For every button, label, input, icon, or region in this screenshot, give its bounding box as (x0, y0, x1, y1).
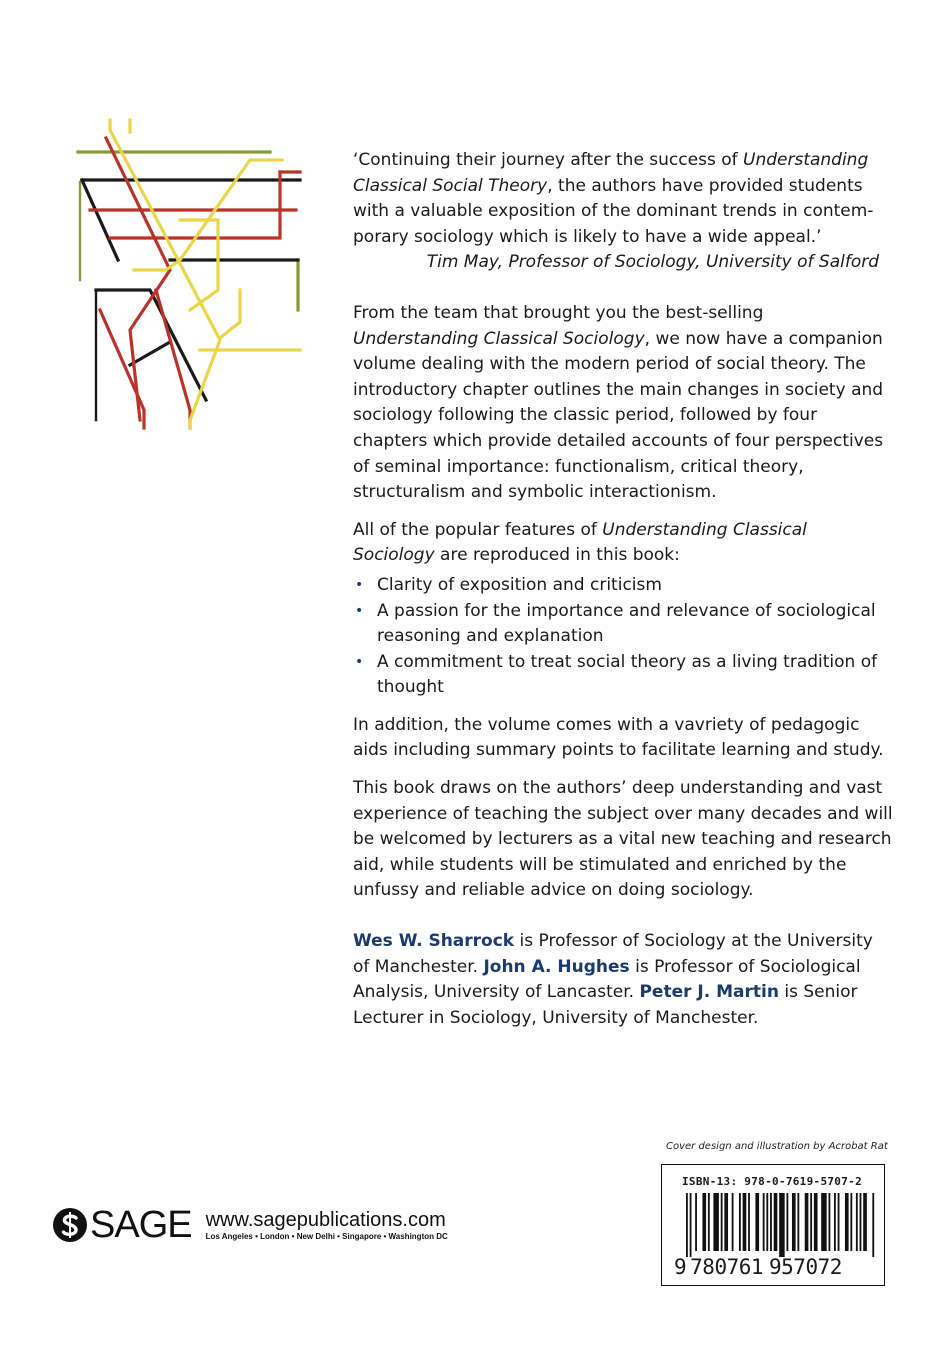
barcode-bar (763, 1193, 765, 1251)
barcode-bar (702, 1193, 706, 1251)
barcode-bar (721, 1193, 723, 1251)
quote-attribution: Tim May, Professor of Sociology, University of Salford (426, 252, 879, 273)
barcode-bar (766, 1193, 768, 1251)
bullet-icon: • (355, 602, 364, 619)
list-item: • A passion for the importance and relevance of sociological reasoning and explanation (355, 600, 876, 647)
list-item: • A commitment to treat social theory as a living tradition of thought (355, 651, 878, 698)
art-line-yellow-5 (220, 290, 240, 338)
barcode-digits: 9 780761 957072 (674, 1255, 842, 1279)
barcode-bar (805, 1193, 809, 1251)
barcode-bar (770, 1193, 772, 1251)
publisher-site (206, 1209, 448, 1242)
art-line-yellow-1 (110, 120, 220, 428)
experience-paragraph: This book draws on the authors’ deep understanding and vast experience of teaching the subject over many decades and will be welcomed by lecturers as a vital new teaching and research aid, while students will be stimulated and enriched by the unfussy and reliable advice on doing sociology. (353, 778, 893, 901)
barcode-bar (713, 1193, 718, 1251)
barcode-bar (695, 1193, 697, 1251)
isbn-label: ISBN-13: 978-0-7619-5707-2 (682, 1175, 862, 1188)
bullet-icon: • (355, 576, 364, 593)
barcode-bar (724, 1193, 728, 1251)
barcode-bar (810, 1193, 812, 1251)
barcode-bar (845, 1193, 849, 1251)
back-cover-text (353, 148, 893, 1031)
sage-s-icon (52, 1207, 88, 1243)
barcode-bar (829, 1193, 831, 1251)
intro-paragraph: From the team that brought you the best-selling Understanding Classical Sociology, we now have a companion volume dealing with the modern period of social theory. The introductory chapter outlines the main changes in society and sociology following the classic period, followed by four chapters which provide detailed accounts of four perspectives of seminal importance: functionalism, critical theory, structuralism and symbolic interactionism. (353, 302, 884, 503)
art-line-black-4 (96, 290, 206, 400)
barcode-bar (860, 1193, 862, 1251)
barcode-bar (708, 1193, 710, 1251)
barcode-bar (792, 1193, 796, 1251)
intro-book-title: Understanding Classical Sociology (353, 328, 645, 349)
barcode-bar (743, 1193, 747, 1251)
barcode-bar (739, 1193, 741, 1251)
quote-book-title: Understanding Classical Social Theory (353, 150, 869, 196)
review-quote: ‘Continuing their journey after the success of Understanding Classical Social Theory, the authors have provided students with a valuable exposition of the dominant trends in contem-porary sociology which is likely to have a wide appeal.’ (353, 150, 874, 247)
barcode-bar (774, 1193, 778, 1251)
barcode-bar (838, 1193, 840, 1251)
barcode-bar (690, 1193, 692, 1257)
features-intro: All of the popular features of Understanding Classical Sociology are reproduced in this book: (353, 519, 807, 566)
barcode-bar (686, 1193, 688, 1257)
barcode-bar (834, 1193, 836, 1251)
addition-paragraph: In addition, the volume comes with a vavriety of pedagogic aids including summary points to facilitate learning and study. (353, 714, 884, 761)
bullet-icon: • (355, 653, 364, 670)
list-item: • Clarity of exposition and criticism (353, 573, 893, 599)
publisher-cities: Los Angeles • London • New Delhi • Singapore • Washington DC (205, 1231, 448, 1241)
barcode-bars (686, 1193, 876, 1257)
author-bios: Wes W. Sharrock is Professor of Sociology at the University of Manchester. John A. Hughes is Professor of Sociological Analysis, University of Lancaster. Peter J. Martin is Senior Lecturer in Sociology, University of Manchester. (353, 931, 873, 1028)
barcode-bar (755, 1193, 759, 1251)
cover-illustration (70, 110, 310, 430)
art-line-black-1 (82, 180, 118, 260)
barcode-bar (748, 1193, 750, 1251)
art-line-black-6 (130, 342, 170, 365)
feature-list (353, 573, 893, 701)
isbn-barcode (661, 1164, 885, 1286)
barcode-bar (863, 1193, 867, 1251)
barcode-bar (786, 1193, 788, 1251)
author-name: John A. Hughes (483, 956, 630, 977)
author-name: Wes W. Sharrock (353, 931, 515, 952)
barcode-bar (872, 1193, 874, 1257)
barcode-bar (814, 1193, 818, 1251)
publisher-url: www.sagepublications.com (205, 1208, 446, 1231)
author-name: Peter J. Martin (639, 982, 779, 1003)
publisher-logo (52, 1204, 448, 1246)
barcode-bar (850, 1193, 852, 1251)
barcode-bar (821, 1193, 826, 1251)
cover-credit: Cover design and illustration by Acrobat Rat (666, 1141, 888, 1152)
barcode-bar (732, 1193, 734, 1251)
barcode-bar (856, 1193, 858, 1251)
publisher-name: SAGE (90, 1204, 192, 1246)
features-book-title: Understanding Classical Sociology (353, 519, 807, 566)
barcode-bar (779, 1193, 784, 1257)
barcode-bar (797, 1193, 799, 1251)
